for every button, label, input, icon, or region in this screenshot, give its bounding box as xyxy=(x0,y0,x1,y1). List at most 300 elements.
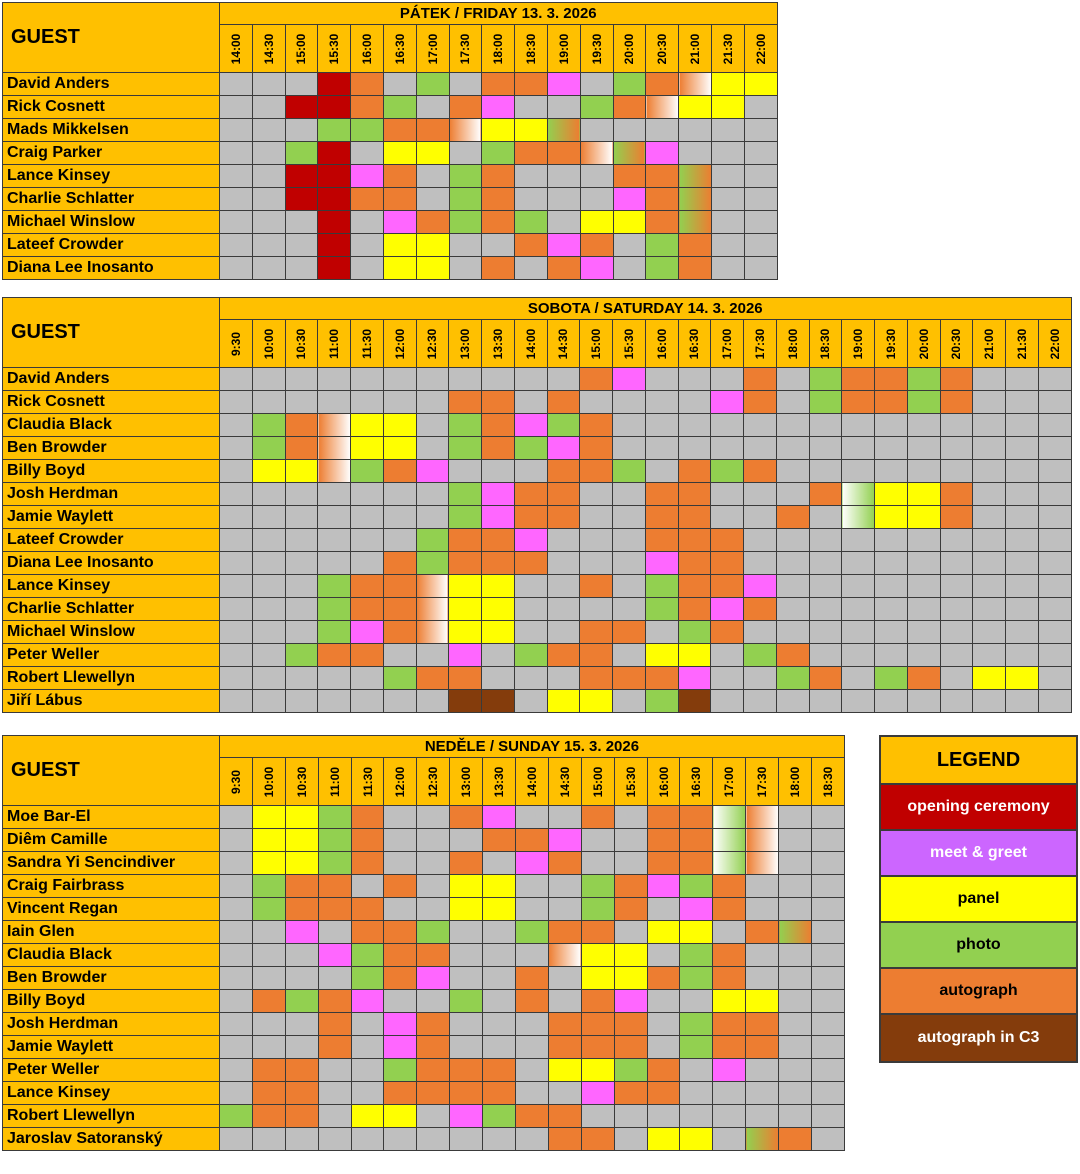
schedule-cell xyxy=(580,621,613,644)
guest-name: Lateef Crowder xyxy=(3,529,220,552)
guest-header: GUEST xyxy=(3,298,220,368)
schedule-cell xyxy=(285,506,318,529)
schedule-cell xyxy=(581,967,614,990)
schedule-cell xyxy=(450,829,483,852)
schedule-cell xyxy=(645,529,678,552)
schedule-cell xyxy=(613,368,646,391)
schedule-cell xyxy=(744,391,777,414)
schedule-cell xyxy=(973,621,1006,644)
schedule-cell xyxy=(1038,437,1071,460)
schedule-cell xyxy=(812,1036,845,1059)
schedule-cell xyxy=(613,529,646,552)
schedule-cell xyxy=(516,1036,549,1059)
schedule-cell xyxy=(516,1082,549,1105)
schedule-cell xyxy=(779,1013,812,1036)
schedule-cell xyxy=(450,967,483,990)
schedule-cell xyxy=(383,621,416,644)
schedule-cell xyxy=(647,1082,680,1105)
schedule-cell xyxy=(318,621,351,644)
schedule-cell xyxy=(351,73,384,96)
schedule-cell xyxy=(613,257,646,280)
schedule-cell xyxy=(580,142,613,165)
schedule-cell xyxy=(711,142,744,165)
schedule-cell xyxy=(450,1059,483,1082)
schedule-cell xyxy=(416,621,449,644)
schedule-cell xyxy=(973,552,1006,575)
schedule-cell xyxy=(613,142,646,165)
schedule-cell xyxy=(614,944,647,967)
schedule-cell xyxy=(252,437,285,460)
schedule-cell xyxy=(383,690,416,713)
schedule-cell xyxy=(483,1059,516,1082)
schedule-cell xyxy=(842,667,875,690)
schedule-cell xyxy=(547,188,580,211)
schedule-cell xyxy=(809,506,842,529)
schedule-cell xyxy=(383,142,416,165)
schedule-cell xyxy=(285,529,318,552)
schedule-cell xyxy=(351,1128,384,1151)
schedule-cell xyxy=(746,944,779,967)
schedule-cell xyxy=(809,529,842,552)
schedule-cell xyxy=(812,967,845,990)
schedule-cell xyxy=(450,875,483,898)
schedule-cell xyxy=(351,460,384,483)
schedule-cell xyxy=(516,1105,549,1128)
schedule-cell xyxy=(252,1128,285,1151)
guest-name: Lance Kinsey xyxy=(3,575,220,598)
schedule-cell xyxy=(746,1036,779,1059)
schedule-cell xyxy=(613,234,646,257)
schedule-cell xyxy=(220,234,253,257)
schedule-cell xyxy=(647,921,680,944)
guest-row xyxy=(3,667,1072,690)
schedule-cell xyxy=(678,529,711,552)
schedule-cell xyxy=(252,506,285,529)
time-slot-header: 18:00 xyxy=(779,758,812,806)
schedule-cell xyxy=(515,73,548,96)
time-slot-header: 17:30 xyxy=(744,320,777,368)
schedule-cell xyxy=(318,875,351,898)
schedule-cell xyxy=(417,921,450,944)
schedule-cell xyxy=(383,368,416,391)
schedule-cell xyxy=(581,806,614,829)
guest-row xyxy=(3,644,1072,667)
schedule-cell xyxy=(318,644,351,667)
guest-name: Mads Mikkelsen xyxy=(3,119,220,142)
guest-name: Peter Weller xyxy=(3,644,220,667)
guest-name: Billy Boyd xyxy=(3,460,220,483)
sunday-schedule-table xyxy=(2,735,845,1151)
schedule-cell xyxy=(351,598,384,621)
schedule-cell xyxy=(1006,414,1039,437)
schedule-cell xyxy=(776,460,809,483)
schedule-cell xyxy=(285,188,318,211)
guest-row xyxy=(3,257,778,280)
schedule-cell xyxy=(1038,391,1071,414)
schedule-cell xyxy=(842,598,875,621)
schedule-cell xyxy=(482,414,515,437)
time-slot-header: 17:00 xyxy=(711,320,744,368)
schedule-cell xyxy=(812,1105,845,1128)
schedule-cell xyxy=(285,96,318,119)
time-slot-header: 10:30 xyxy=(285,758,318,806)
schedule-cell xyxy=(449,119,482,142)
schedule-cell xyxy=(809,483,842,506)
time-slot-header: 14:00 xyxy=(516,758,549,806)
schedule-cell xyxy=(973,598,1006,621)
schedule-cell xyxy=(252,1013,285,1036)
schedule-cell xyxy=(220,598,253,621)
schedule-cell xyxy=(647,829,680,852)
time-slot-header: 11:30 xyxy=(351,758,384,806)
schedule-cell xyxy=(680,921,713,944)
schedule-cell xyxy=(383,234,416,257)
schedule-cell xyxy=(514,575,547,598)
schedule-cell xyxy=(482,644,515,667)
guest-row xyxy=(3,211,778,234)
schedule-cell xyxy=(483,990,516,1013)
schedule-cell xyxy=(548,898,581,921)
schedule-cell xyxy=(907,460,940,483)
schedule-cell xyxy=(514,368,547,391)
guest-name: Craig Fairbrass xyxy=(3,875,220,898)
schedule-cell xyxy=(973,414,1006,437)
schedule-cell xyxy=(483,1105,516,1128)
schedule-cell xyxy=(875,391,908,414)
schedule-cell xyxy=(744,552,777,575)
schedule-cell xyxy=(416,211,449,234)
schedule-cell xyxy=(713,1059,746,1082)
schedule-cell xyxy=(482,667,515,690)
time-slot-header: 17:30 xyxy=(746,758,779,806)
schedule-cell xyxy=(482,506,515,529)
schedule-cell xyxy=(614,1059,647,1082)
schedule-cell xyxy=(318,806,351,829)
schedule-cell xyxy=(482,621,515,644)
schedule-cell xyxy=(417,829,450,852)
schedule-cell xyxy=(318,165,351,188)
schedule-cell xyxy=(383,188,416,211)
schedule-cell xyxy=(220,806,253,829)
schedule-cell xyxy=(875,460,908,483)
schedule-cell xyxy=(318,1036,351,1059)
schedule-cell xyxy=(252,575,285,598)
guest-row xyxy=(3,414,1072,437)
schedule-cell xyxy=(614,967,647,990)
schedule-cell xyxy=(285,944,318,967)
guest-name: Diana Lee Inosanto xyxy=(3,552,220,575)
schedule-cell xyxy=(1006,437,1039,460)
schedule-cell xyxy=(713,1128,746,1151)
schedule-cell xyxy=(973,575,1006,598)
schedule-cell xyxy=(679,165,712,188)
schedule-cell xyxy=(812,1082,845,1105)
schedule-cell xyxy=(450,990,483,1013)
schedule-cell xyxy=(580,690,613,713)
schedule-cell xyxy=(646,73,679,96)
schedule-cell xyxy=(940,644,973,667)
schedule-cell xyxy=(678,575,711,598)
schedule-cell xyxy=(580,460,613,483)
schedule-cell xyxy=(252,829,285,852)
schedule-cell xyxy=(713,1082,746,1105)
schedule-cell xyxy=(383,165,416,188)
schedule-cell xyxy=(645,575,678,598)
schedule-cell xyxy=(580,414,613,437)
schedule-cell xyxy=(679,119,712,142)
schedule-cell xyxy=(746,1013,779,1036)
time-slot-header: 18:00 xyxy=(482,25,515,73)
schedule-cell xyxy=(746,875,779,898)
schedule-cell xyxy=(416,391,449,414)
schedule-cell xyxy=(646,234,679,257)
schedule-cell xyxy=(516,921,549,944)
schedule-cell xyxy=(514,437,547,460)
schedule-cell xyxy=(809,598,842,621)
schedule-cell xyxy=(678,460,711,483)
schedule-cell xyxy=(416,119,449,142)
schedule-cell xyxy=(416,667,449,690)
schedule-cell xyxy=(547,575,580,598)
schedule-cell xyxy=(285,552,318,575)
schedule-cell xyxy=(1038,621,1071,644)
schedule-cell xyxy=(383,552,416,575)
schedule-cell xyxy=(744,667,777,690)
schedule-cell xyxy=(614,806,647,829)
schedule-cell xyxy=(548,806,581,829)
schedule-cell xyxy=(940,598,973,621)
schedule-cell xyxy=(482,142,515,165)
time-slot-header: 15:30 xyxy=(613,320,646,368)
schedule-cell xyxy=(220,552,253,575)
schedule-cell xyxy=(515,188,548,211)
time-slot-header: 12:00 xyxy=(384,758,417,806)
schedule-cell xyxy=(220,506,253,529)
schedule-cell xyxy=(580,119,613,142)
schedule-cell xyxy=(842,460,875,483)
schedule-cell xyxy=(450,921,483,944)
schedule-cell xyxy=(744,644,777,667)
schedule-cell xyxy=(779,1059,812,1082)
schedule-cell xyxy=(940,414,973,437)
schedule-cell xyxy=(875,529,908,552)
schedule-cell xyxy=(220,119,253,142)
schedule-cell xyxy=(450,898,483,921)
guest-row xyxy=(3,598,1072,621)
schedule-cell xyxy=(384,967,417,990)
schedule-cell xyxy=(482,391,515,414)
schedule-cell xyxy=(744,188,777,211)
schedule-cell xyxy=(285,368,318,391)
time-slot-header: 16:00 xyxy=(351,25,384,73)
schedule-cell xyxy=(744,142,777,165)
schedule-cell xyxy=(711,552,744,575)
schedule-cell xyxy=(812,921,845,944)
guest-name: Craig Parker xyxy=(3,142,220,165)
time-slot-header: 15:00 xyxy=(581,758,614,806)
schedule-cell xyxy=(416,575,449,598)
schedule-cell xyxy=(580,598,613,621)
schedule-cell xyxy=(384,990,417,1013)
schedule-cell xyxy=(1006,598,1039,621)
schedule-cell xyxy=(647,806,680,829)
schedule-cell xyxy=(613,552,646,575)
schedule-cell xyxy=(285,391,318,414)
time-slot-header: 16:30 xyxy=(680,758,713,806)
schedule-cell xyxy=(746,898,779,921)
schedule-cell xyxy=(580,73,613,96)
schedule-cell xyxy=(449,211,482,234)
schedule-cell xyxy=(680,806,713,829)
time-slot-header: 18:30 xyxy=(809,320,842,368)
schedule-cell xyxy=(220,165,253,188)
schedule-cell xyxy=(285,414,318,437)
schedule-cell xyxy=(842,506,875,529)
schedule-cell xyxy=(907,414,940,437)
schedule-cell xyxy=(318,967,351,990)
schedule-cell xyxy=(614,1082,647,1105)
schedule-cell xyxy=(614,852,647,875)
schedule-cell xyxy=(516,829,549,852)
schedule-cell xyxy=(842,414,875,437)
schedule-cell xyxy=(875,621,908,644)
schedule-cell xyxy=(646,119,679,142)
schedule-cell xyxy=(450,1082,483,1105)
schedule-cell xyxy=(483,1128,516,1151)
schedule-cell xyxy=(318,142,351,165)
schedule-cell xyxy=(220,967,253,990)
day-title: SOBOTA / SATURDAY 14. 3. 2026 xyxy=(220,298,1072,320)
schedule-cell xyxy=(679,142,712,165)
schedule-cell xyxy=(285,234,318,257)
schedule-cell xyxy=(514,529,547,552)
schedule-cell xyxy=(220,460,253,483)
schedule-cell xyxy=(416,368,449,391)
time-slot-header: 14:30 xyxy=(252,25,285,73)
schedule-cell xyxy=(711,73,744,96)
time-slot-header: 9:30 xyxy=(220,758,253,806)
schedule-cell xyxy=(1038,598,1071,621)
schedule-cell xyxy=(482,483,515,506)
schedule-cell xyxy=(776,414,809,437)
schedule-cell xyxy=(614,1105,647,1128)
guest-row xyxy=(3,529,1072,552)
schedule-cell xyxy=(580,257,613,280)
schedule-cell xyxy=(514,598,547,621)
schedule-cell xyxy=(384,944,417,967)
schedule-cell xyxy=(220,391,253,414)
schedule-cell xyxy=(548,1013,581,1036)
schedule-cell xyxy=(580,483,613,506)
schedule-cell xyxy=(449,188,482,211)
schedule-cell xyxy=(744,234,777,257)
guest-name: Claudia Black xyxy=(3,944,220,967)
time-slot-header: 14:00 xyxy=(514,320,547,368)
schedule-cell xyxy=(285,1059,318,1082)
schedule-cell xyxy=(1038,690,1071,713)
day-title: PÁTEK / FRIDAY 13. 3. 2026 xyxy=(220,3,778,25)
schedule-cell xyxy=(711,690,744,713)
schedule-cell xyxy=(220,142,253,165)
schedule-cell xyxy=(940,667,973,690)
schedule-cell xyxy=(779,990,812,1013)
schedule-cell xyxy=(547,460,580,483)
schedule-cell xyxy=(252,1059,285,1082)
schedule-cell xyxy=(351,621,384,644)
schedule-cell xyxy=(416,506,449,529)
time-slot-header: 16:00 xyxy=(645,320,678,368)
time-slot-header: 18:30 xyxy=(515,25,548,73)
schedule-cell xyxy=(812,1059,845,1082)
guest-row xyxy=(3,234,778,257)
schedule-cell xyxy=(779,944,812,967)
schedule-cell xyxy=(547,368,580,391)
schedule-cell xyxy=(647,967,680,990)
schedule-cell xyxy=(482,211,515,234)
schedule-cell xyxy=(875,483,908,506)
schedule-cell xyxy=(482,598,515,621)
schedule-cell xyxy=(875,598,908,621)
schedule-cell xyxy=(351,875,384,898)
schedule-cell xyxy=(449,690,482,713)
schedule-cell xyxy=(318,391,351,414)
schedule-cell xyxy=(482,73,515,96)
schedule-cell xyxy=(779,875,812,898)
schedule-cell xyxy=(547,257,580,280)
schedule-cell xyxy=(680,1105,713,1128)
schedule-cell xyxy=(449,529,482,552)
schedule-cell xyxy=(711,119,744,142)
schedule-cell xyxy=(285,967,318,990)
schedule-cell xyxy=(351,391,384,414)
schedule-cell xyxy=(547,211,580,234)
schedule-cell xyxy=(252,1036,285,1059)
schedule-cell xyxy=(680,1013,713,1036)
schedule-cell xyxy=(680,1059,713,1082)
time-slot-header: 15:00 xyxy=(580,320,613,368)
schedule-cell xyxy=(680,1036,713,1059)
schedule-cell xyxy=(613,644,646,667)
schedule-cell xyxy=(875,552,908,575)
schedule-cell xyxy=(645,598,678,621)
schedule-cell xyxy=(482,437,515,460)
schedule-cell xyxy=(449,644,482,667)
schedule-cell xyxy=(252,621,285,644)
schedule-cell xyxy=(351,142,384,165)
schedule-cell xyxy=(779,1128,812,1151)
schedule-cell xyxy=(746,852,779,875)
guest-row xyxy=(3,1036,845,1059)
schedule-cell xyxy=(351,1105,384,1128)
schedule-cell xyxy=(842,690,875,713)
schedule-cell xyxy=(581,898,614,921)
schedule-cell xyxy=(285,644,318,667)
schedule-cell xyxy=(907,391,940,414)
guest-name: Sandra Yi Sencindiver xyxy=(3,852,220,875)
schedule-cell xyxy=(285,575,318,598)
schedule-cell xyxy=(383,644,416,667)
schedule-cell xyxy=(450,1128,483,1151)
schedule-cell xyxy=(416,96,449,119)
schedule-cell xyxy=(384,898,417,921)
schedule-cell xyxy=(679,188,712,211)
schedule-cell xyxy=(547,506,580,529)
schedule-cell xyxy=(318,552,351,575)
legend-item: panel xyxy=(881,877,1076,923)
schedule-cell xyxy=(713,990,746,1013)
schedule-cell xyxy=(548,944,581,967)
schedule-cell xyxy=(384,1036,417,1059)
